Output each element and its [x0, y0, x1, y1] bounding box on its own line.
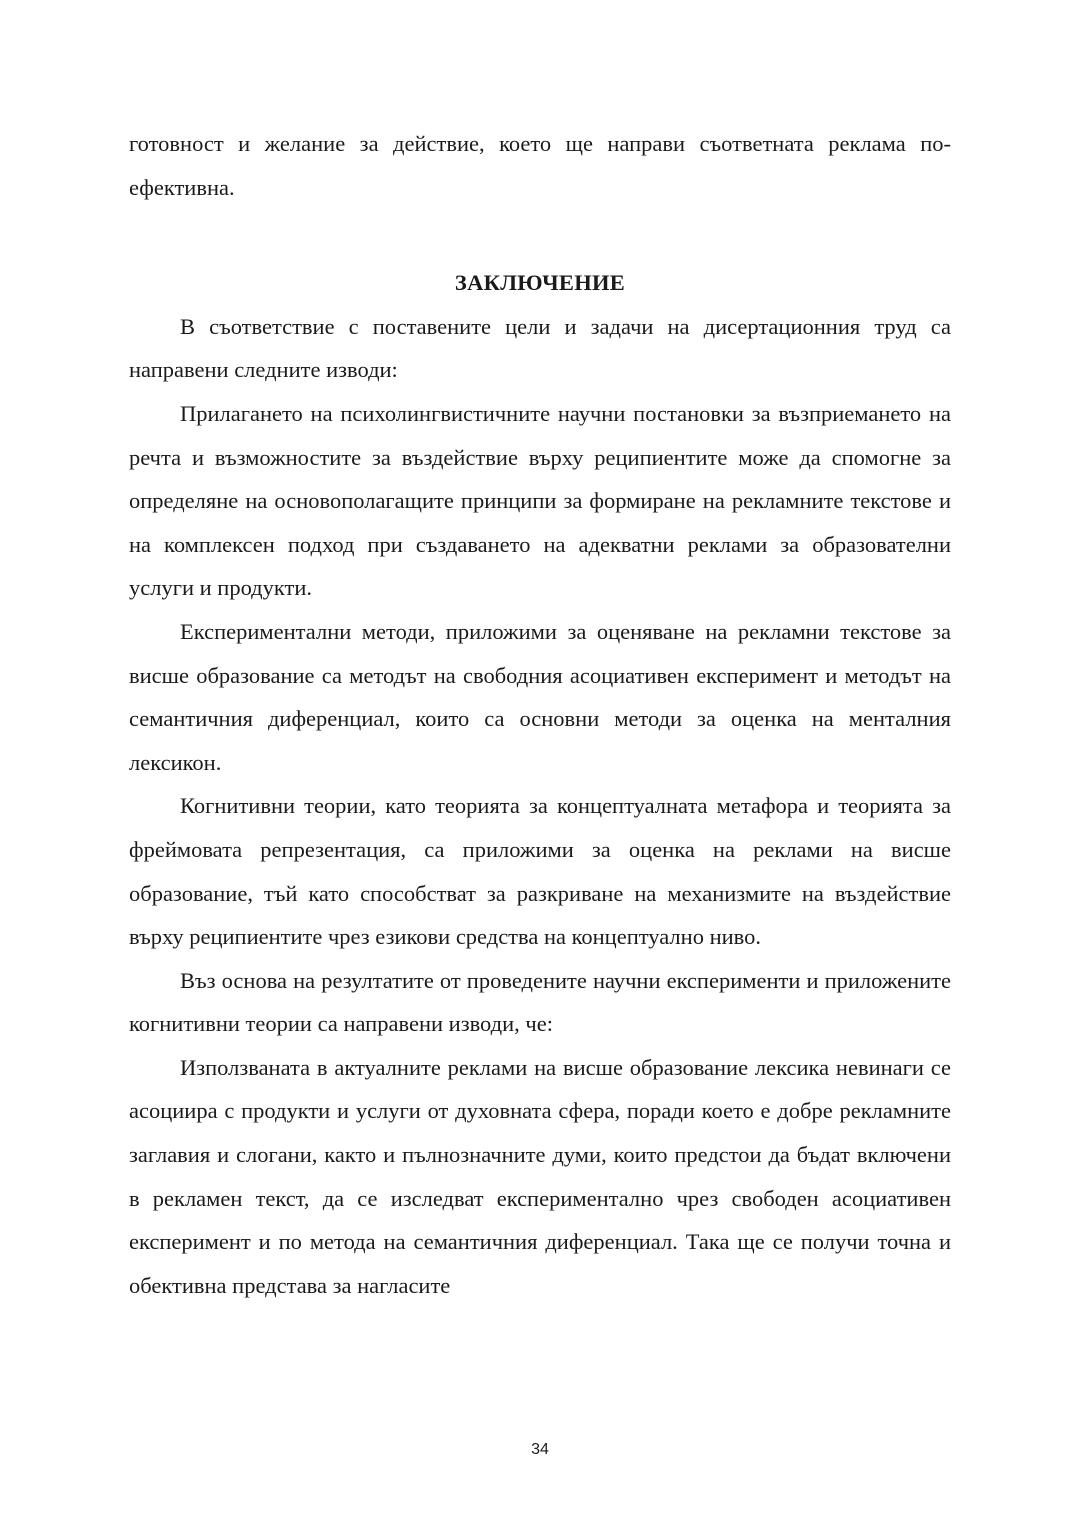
- page-number: 34: [531, 1441, 549, 1458]
- paragraph-lexis-findings: Използваната в актуалните реклами на висше образование лексика невинаги се асоциира с продукти и услуги от духовната сфера, поради което е добре рекламните заглавия и слогани, както и пълнозначните думи, които предстои да бъдат включени в рекламен текст, да се изследват експериментално чрез свободен асоциативен експеримент и по метода на семантичния диференциал. Така ще се получи точна и обективна представа за нагласите: [129, 1054, 951, 1298]
- continuation-paragraph: готовност и желание за действие, което ще направи съответната реклама по-ефективна.: [129, 131, 951, 200]
- paragraph-conclusions-lead: Въз основа на резултатите от проведените научни експерименти и приложените когнитивни теории са направени изводи, че:: [129, 967, 951, 1037]
- paragraph-experimental-methods: Експериментални методи, приложими за оценяване на рекламни текстове за висше образование са методът на свободния асоциативен експеримент и методът на семантичния диференциал, които са основни методи за оценка на менталния лексикон.: [129, 618, 951, 775]
- section-heading: ЗАКЛЮЧЕНИЕ: [454, 270, 626, 296]
- paragraph-cognitive-theories: Когнитивни теории, като теорията за концептуалната метафора и теорията за фреймовата репрезентация, са приложими за оценка на реклами на висше образование, тъй като способстват за разкриване на механизмите на въздействие върху реципиентите чрез езикови средства на концептуално ниво.: [129, 793, 951, 950]
- section-spacer: [129, 209, 951, 261]
- paragraph-intro: В съответствие с поставените цели и задачи на дисертационния труд са направени следните изводи:: [129, 313, 951, 383]
- paragraph-psycholinguistics: Прилагането на психолингвистичните научни постановки за възприемането на речта и възможностите за въздействие върху реципиентите може да спомогне за определяне на основополагащите принципи за формиране на рекламните текстове и на комплексен подход при създаването на адекватни реклами за образователни услуги и продукти.: [129, 400, 951, 601]
- page-body: [129, 122, 951, 1307]
